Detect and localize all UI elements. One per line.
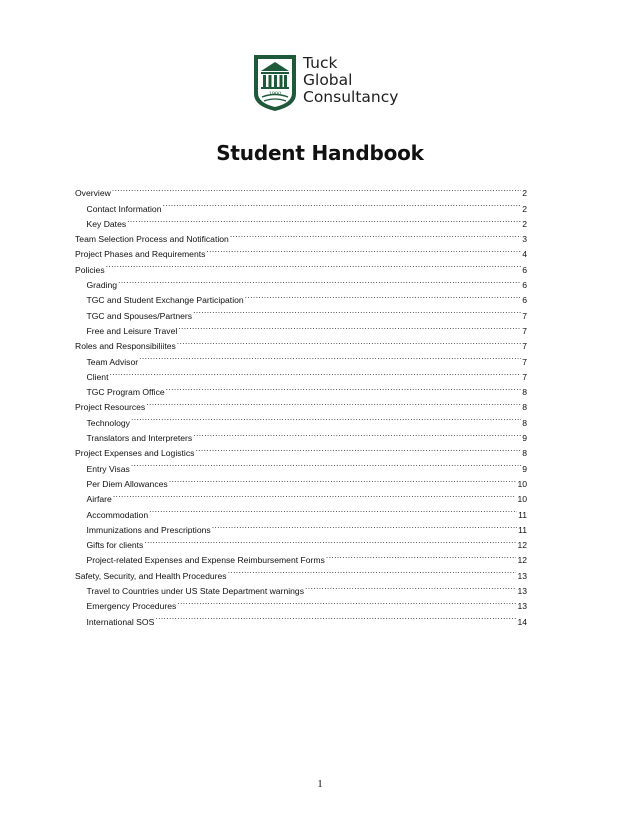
logo-wordmark: [303, 55, 398, 106]
toc-entry[interactable]: [75, 196, 527, 214]
toc-entry[interactable]: [75, 502, 527, 520]
toc-entry-page: 7: [522, 310, 527, 321]
toc-entry[interactable]: [75, 380, 527, 398]
toc-leader-dots: [146, 395, 521, 410]
toc-entry-page: 8: [522, 402, 527, 413]
toc-leader-dots: [245, 288, 522, 303]
toc-entry-page: 7: [522, 325, 527, 336]
toc-leader-dots: [131, 456, 521, 471]
toc-leader-dots: [113, 487, 517, 502]
toc-entry-label: Policies: [75, 264, 105, 275]
toc-entry[interactable]: [75, 227, 527, 245]
toc-entry-label: Team Advisor: [86, 356, 139, 367]
toc-entry[interactable]: [75, 273, 527, 291]
toc-entry-label: Translators and Interpreters: [86, 433, 193, 444]
toc-entry-page: 3: [522, 234, 527, 245]
toc-entry-label: Grading: [86, 280, 118, 291]
toc-entry-page: 2: [522, 188, 527, 199]
table-of-contents: [75, 181, 527, 625]
toc-leader-dots: [169, 472, 517, 487]
toc-entry[interactable]: [75, 212, 527, 227]
tgc-logo: [253, 54, 403, 114]
toc-entry-label: Emergency Procedures: [86, 601, 177, 612]
toc-leader-dots: [131, 410, 521, 425]
toc-leader-dots: [149, 502, 517, 517]
toc-leader-dots: [112, 181, 521, 196]
toc-entry-page: 9: [522, 463, 527, 474]
toc-entry-page: 8: [522, 387, 527, 398]
toc-leader-dots: [139, 349, 521, 364]
crest-icon: [253, 54, 297, 112]
toc-entry-label: Gifts for clients: [86, 540, 144, 551]
toc-entry-label: Project Resources: [75, 402, 146, 413]
toc-leader-dots: [193, 426, 521, 441]
toc-entry-page: 12: [517, 555, 527, 566]
toc-entry-page: 7: [522, 356, 527, 367]
toc-leader-dots: [326, 548, 517, 563]
toc-entry-page: 8: [522, 448, 527, 459]
toc-entry-page: 2: [522, 218, 527, 229]
toc-entry[interactable]: [75, 426, 527, 444]
toc-entry-page: 9: [522, 433, 527, 444]
toc-entry-label: Safety, Security, and Health Procedures: [75, 570, 227, 581]
toc-entry-label: Client: [86, 371, 109, 382]
toc-entry[interactable]: [75, 472, 527, 487]
toc-entry-page: 7: [522, 341, 527, 352]
toc-leader-dots: [206, 242, 521, 257]
toc-entry-label: Entry Visas: [86, 463, 130, 474]
toc-leader-dots: [118, 273, 521, 288]
toc-entry-label: International SOS: [86, 616, 155, 627]
toc-entry[interactable]: [75, 456, 527, 474]
toc-entry[interactable]: [75, 257, 527, 275]
toc-entry[interactable]: [75, 181, 527, 199]
toc-entry-label: Immunizations and Prescriptions: [86, 524, 211, 535]
toc-entry-page: 6: [522, 264, 527, 275]
toc-entry-label: Contact Information: [86, 203, 162, 214]
toc-entry-label: Free and Leisure Travel: [86, 325, 178, 336]
toc-entry-page: 14: [517, 616, 527, 627]
toc-leader-dots: [177, 334, 521, 349]
toc-entry-label: Per Diem Allowances: [86, 478, 168, 489]
toc-entry-page: 11: [518, 509, 527, 520]
page-number: 1: [317, 778, 323, 790]
toc-entry-page: 10: [517, 478, 527, 489]
toc-leader-dots: [163, 196, 522, 211]
toc-entry-label: Accommodation: [86, 509, 149, 520]
toc-entry-label: Team Selection Process and Notification: [75, 234, 229, 245]
toc-entry-label: Project Expenses and Logistics: [75, 448, 195, 459]
toc-entry-label: TGC and Spouses/Partners: [86, 310, 193, 321]
toc-entry-label: Roles and Responsibiliites: [75, 341, 176, 352]
toc-leader-dots: [195, 441, 521, 456]
toc-entry-label: Airfare: [86, 494, 112, 505]
toc-entry[interactable]: [75, 288, 527, 306]
toc-leader-dots: [144, 533, 516, 548]
toc-entry-page: 13: [517, 586, 527, 597]
toc-leader-dots: [109, 365, 521, 380]
toc-leader-dots: [127, 212, 521, 227]
toc-entry-label: Overview: [75, 188, 111, 199]
toc-leader-dots: [177, 594, 516, 609]
toc-entry[interactable]: [75, 349, 527, 367]
toc-entry-page: 13: [517, 570, 527, 581]
toc-leader-dots: [166, 380, 522, 395]
toc-entry-page: 12: [517, 540, 527, 551]
page-title: Student Handbook: [216, 141, 424, 165]
toc-leader-dots: [212, 518, 517, 533]
toc-entry-page: 2: [522, 203, 527, 214]
toc-leader-dots: [228, 563, 517, 578]
toc-entry-label: TGC and Student Exchange Participation: [86, 295, 244, 306]
toc-leader-dots: [155, 609, 516, 624]
toc-entry-page: 6: [522, 295, 527, 306]
toc-leader-dots: [106, 257, 522, 272]
toc-entry-page: 4: [522, 249, 527, 260]
logo-line-1: Tuck: [303, 54, 338, 72]
logo-line-3: Consultancy: [303, 88, 399, 106]
toc-entry-label: Travel to Countries under US State Department warnings: [86, 586, 304, 597]
toc-entry-page: 8: [522, 417, 527, 428]
logo-line-2: Global: [303, 71, 353, 89]
toc-entry-label: TGC Program Office: [86, 387, 165, 398]
toc-entry[interactable]: [75, 410, 527, 428]
toc-leader-dots: [178, 319, 521, 334]
toc-entry[interactable]: [75, 487, 527, 505]
toc-entry-label: Project Phases and Requirements: [75, 249, 206, 260]
toc-leader-dots: [193, 303, 521, 318]
toc-entry-label: Technology: [86, 417, 130, 428]
toc-entry-page: 11: [518, 524, 527, 535]
toc-leader-dots: [230, 227, 521, 242]
toc-entry-page: 10: [517, 494, 527, 505]
toc-entry-page: 6: [522, 280, 527, 291]
toc-entry-label: Project-related Expenses and Expense Reimbursement Forms: [86, 555, 325, 566]
toc-entry-page: 7: [522, 371, 527, 382]
crest-year: 1900: [268, 91, 282, 97]
toc-entry-label: Key Dates: [86, 218, 127, 229]
toc-entry[interactable]: [75, 365, 527, 380]
toc-entry-page: 13: [517, 601, 527, 612]
toc-leader-dots: [305, 579, 516, 594]
